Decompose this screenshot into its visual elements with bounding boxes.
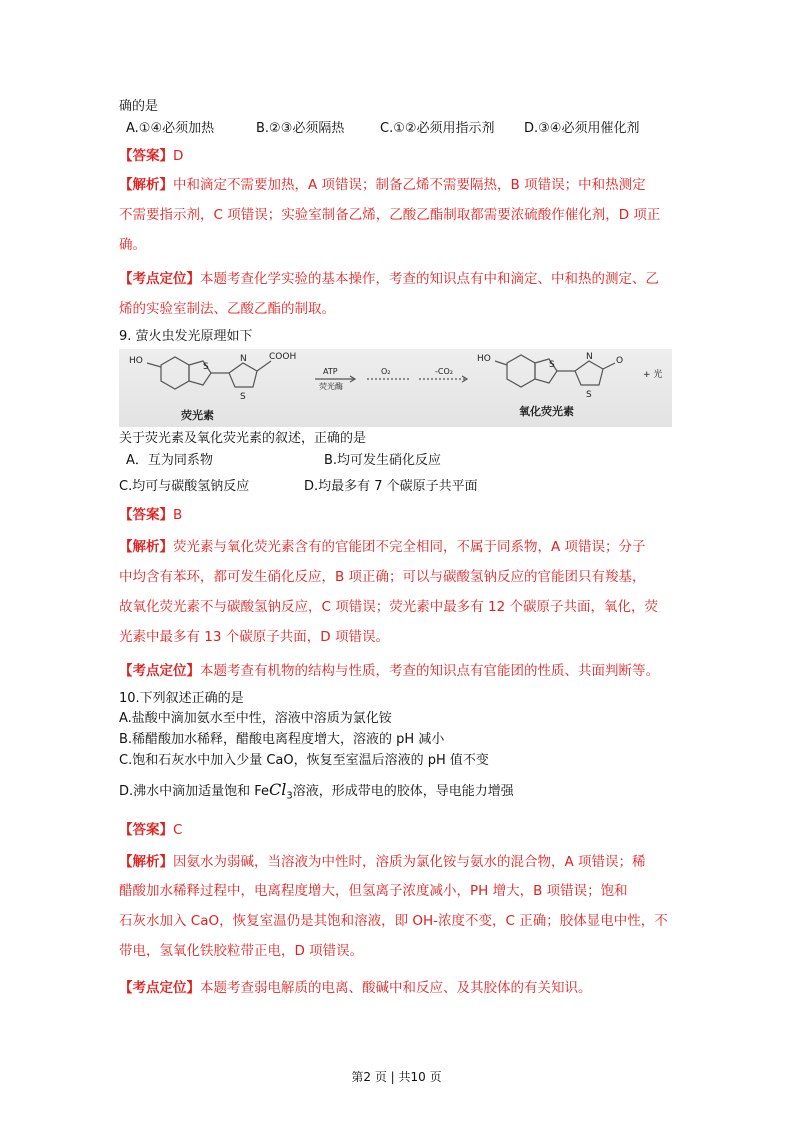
light-label: + 光 <box>643 370 663 380</box>
n-atom-2: N <box>586 352 593 362</box>
analysis-tag: 【解析】 <box>119 539 173 555</box>
thiazoline-ring-left <box>229 363 257 387</box>
bond-ho-left <box>147 363 161 367</box>
q8-analysis-line-2: 不需要指示剂，C 项错误；实验室制备乙烯，乙酸乙酯制取都需要浓硫酸作催化剂，D 项正 <box>119 207 661 223</box>
answer-value: B <box>173 507 183 523</box>
locate-text: 本题考查化学实验的基本操作，考查的知识点有中和滴定、中和热的测定、乙 <box>200 271 659 287</box>
answer-value: C <box>173 822 183 838</box>
q10-analysis-line-3: 石灰水加入 CaO，恢复室温仍是其饱和溶液，即 OH-浓度不变，C 正确；胶体显电中性，不 <box>119 913 668 929</box>
q9-answer <box>119 506 182 524</box>
q10-option-d <box>119 781 514 806</box>
locate-tag: 【考点定位】 <box>119 663 200 679</box>
q8-stem-tail: 确的是 <box>119 99 159 114</box>
q10-option-a: A.盐酸中滴加氨水至中性，溶液中溶质为氯化铵 <box>119 711 392 726</box>
q9-stem: 9. 萤火虫发光原理如下 <box>119 329 253 344</box>
benzene-ring-left <box>161 357 189 389</box>
q8-option-d: D.③④必须用催化剂 <box>524 121 640 136</box>
q9-option-d: D.均最多有 7 个碳原子共平面 <box>304 479 478 494</box>
q9-locate <box>119 662 659 680</box>
bond-oxo <box>603 363 615 369</box>
q10-analysis-line-1 <box>119 853 646 871</box>
locate-tag: 【考点定位】 <box>119 271 200 287</box>
q9-option-a: A．互为同系物 <box>126 453 213 468</box>
arrow-3-top: -CO₂ <box>435 367 453 376</box>
q9-analysis-line-2: 中均含有苯环，都可发生硝化反应，B 项正确；可以与碳酸氢钠反应的官能团只有羧基， <box>119 569 646 585</box>
answer-tag: 【答案】 <box>119 148 173 164</box>
ho-right: HO <box>477 354 491 364</box>
option-d-cl: Cl <box>269 780 287 799</box>
benzene-ring-right <box>507 355 535 387</box>
q10-analysis-line-4: 带电，氢氧化铁胶粒带正电，D 项错误。 <box>119 943 364 959</box>
locate-text: 本题考查弱电解质的电离、酸碱中和反应、及其胶体的有关知识。 <box>200 980 592 996</box>
q9-analysis-line-4: 光素中最多有 13 个碳原子共面，D 项错误。 <box>119 629 389 645</box>
analysis-tag: 【解析】 <box>119 177 173 193</box>
thiazoline-ring-right <box>575 361 603 385</box>
answer-tag: 【答案】 <box>119 507 173 523</box>
q8-answer <box>119 147 183 165</box>
q8-analysis-line-1 <box>119 176 646 194</box>
q10-locate <box>119 979 592 997</box>
s-atom-4: S <box>586 390 592 400</box>
bond-cooh <box>257 361 271 371</box>
oxyluciferin-label: 氧化荧光素 <box>519 405 574 418</box>
q10-answer <box>119 821 182 839</box>
answer-value: D <box>173 148 184 164</box>
q9-option-b: B.均可发生硝化反应 <box>324 453 442 468</box>
answer-tag: 【答案】 <box>119 822 173 838</box>
q8-analysis-line-3: 确。 <box>119 237 146 253</box>
ho-left: HO <box>129 356 143 366</box>
reaction-scheme <box>119 349 672 427</box>
q9-analysis-line-1 <box>119 538 646 556</box>
page-footer: 第2 页 | 共10 页 <box>351 1070 442 1084</box>
option-d-post: 溶液，形成带电的胶体，导电能力增强 <box>292 784 514 799</box>
q8-locate-line-1 <box>119 270 659 288</box>
q10-option-b: B.稀醋酸加水稀释，醋酸电离程度增大，溶液的 pH 减小 <box>119 732 445 747</box>
q9-analysis-line-3: 故氧化荧光素不与碳酸氢钠反应，C 项错误；荧光素中最多有 12 个碳原子共面，氧化，荧 <box>119 599 658 615</box>
q9-option-c: C.均可与碳酸氢钠反应 <box>119 479 250 494</box>
bond-ho-right <box>495 361 507 365</box>
q8-option-a: A.①④必须加热 <box>126 121 215 136</box>
q8-locate-line-2: 烯的实验室制法、乙酸乙酯的制取。 <box>119 301 335 317</box>
analysis-text: 中和滴定不需要加热，A 项错误；制备乙烯不需要隔热，B 项错误；中和热测定 <box>173 177 646 193</box>
cooh-group: COOH <box>269 352 297 362</box>
analysis-tag: 【解析】 <box>119 854 173 870</box>
option-d-sub: 3 <box>286 790 293 802</box>
q8-option-b: B.②③必须隔热 <box>256 121 345 136</box>
s-atom-3: S <box>549 360 555 370</box>
luciferin-reaction-figure <box>119 349 672 427</box>
arrow-1-top: ATP <box>323 367 338 376</box>
analysis-text: 荧光素与氧化荧光素含有的官能团不完全相同，不属于同系物，A 项错误；分子 <box>173 539 646 555</box>
q9-question: 关于荧光素及氧化荧光素的叙述，正确的是 <box>119 431 367 446</box>
arrow-2-top: O₂ <box>381 367 391 376</box>
s-atom-2: S <box>240 392 246 402</box>
locate-text: 本题考查有机物的结构与性质，考查的知识点有官能团的性质、共面判断等。 <box>200 663 659 679</box>
option-d-pre: D.沸水中滴加适量饱和 Fe <box>119 784 270 799</box>
arrow-1-bottom: 荧光酶 <box>319 382 343 391</box>
q10-analysis-line-2: 醋酸加水稀释过程中，电离程度增大，但氢离子浓度减小，PH 增大，B 项错误；饱和 <box>119 883 628 899</box>
oxo-atom: O <box>616 356 624 366</box>
s-atom-1: S <box>203 362 209 372</box>
luciferin-label: 荧光素 <box>181 409 214 422</box>
analysis-text: 因氨水为弱碱，当溶液为中性时，溶质为氯化铵与氨水的混合物，A 项错误；稀 <box>173 854 646 870</box>
q10-stem: 10.下列叙述正确的是 <box>119 691 244 706</box>
q10-option-c: C.饱和石灰水中加入少量 CaO，恢复至室温后溶液的 pH 值不变 <box>119 753 489 768</box>
n-atom-1: N <box>240 354 247 364</box>
locate-tag: 【考点定位】 <box>119 980 200 996</box>
q8-option-c: C.①②必须用指示剂 <box>380 121 495 136</box>
